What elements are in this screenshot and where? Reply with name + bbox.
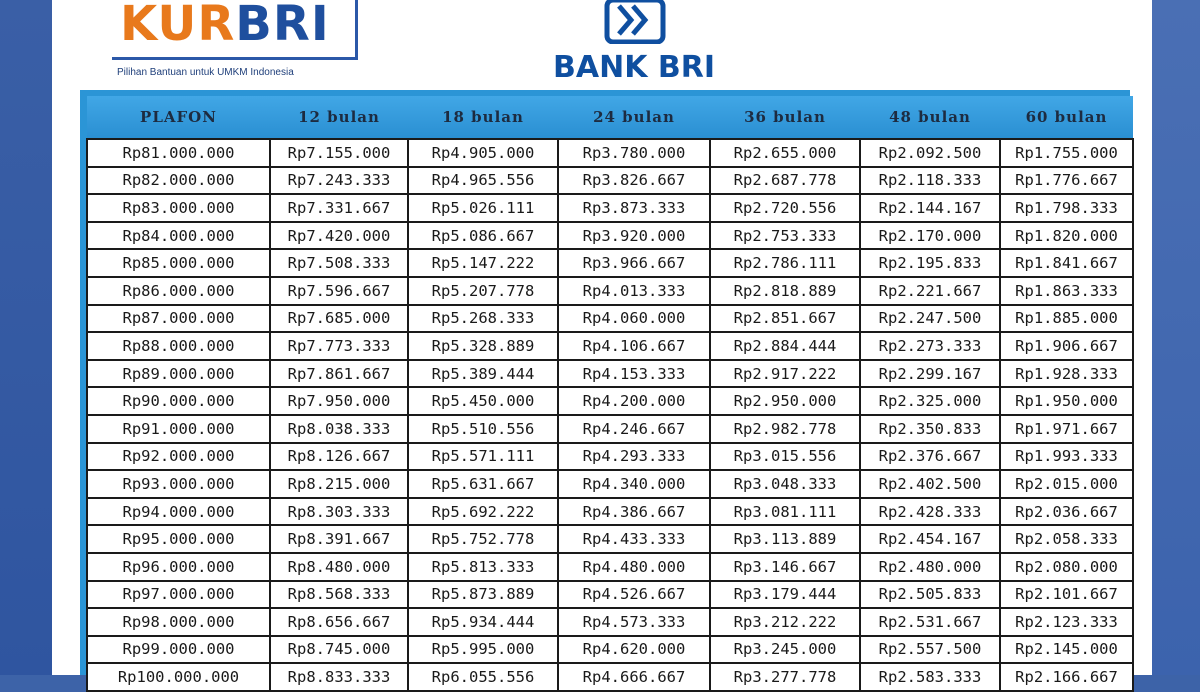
- plafon-cell: Rp91.000.000: [87, 415, 270, 443]
- installment-cell: Rp3.146.667: [710, 553, 860, 581]
- installment-cell: Rp2.166.667: [1000, 663, 1133, 691]
- table-header-row: [87, 96, 1133, 139]
- installment-cell: Rp4.620.000: [558, 636, 710, 664]
- installment-cell: Rp1.971.667: [1000, 415, 1133, 443]
- table-row: [87, 360, 1133, 388]
- installment-cell: Rp3.113.889: [710, 525, 860, 553]
- installment-cell: Rp1.755.000: [1000, 139, 1133, 167]
- table-row: [87, 498, 1133, 526]
- installment-cell: Rp4.905.000: [408, 139, 558, 167]
- kur-wordmark-part: KUR: [120, 0, 236, 52]
- installment-cell: Rp1.863.333: [1000, 277, 1133, 305]
- installment-cell: Rp2.350.833: [860, 415, 1000, 443]
- installment-cell: Rp5.510.556: [408, 415, 558, 443]
- installment-cell: Rp4.480.000: [558, 553, 710, 581]
- installment-cell: Rp2.851.667: [710, 305, 860, 333]
- plafon-cell: Rp95.000.000: [87, 525, 270, 553]
- installment-cell: Rp3.081.111: [710, 498, 860, 526]
- table-row: [87, 249, 1133, 277]
- table-row: [87, 581, 1133, 609]
- installment-table: [86, 96, 1134, 692]
- table-row: [87, 167, 1133, 195]
- installment-cell: Rp4.666.667: [558, 663, 710, 691]
- installment-cell: Rp4.060.000: [558, 305, 710, 333]
- installment-cell: Rp3.780.000: [558, 139, 710, 167]
- installment-cell: Rp5.450.000: [408, 387, 558, 415]
- installment-cell: Rp4.386.667: [558, 498, 710, 526]
- installment-cell: Rp2.557.500: [860, 636, 1000, 664]
- bank-bri-logo-icon: [603, 0, 667, 44]
- installment-cell: Rp4.573.333: [558, 608, 710, 636]
- installment-cell: Rp8.833.333: [270, 663, 408, 691]
- installment-cell: Rp2.195.833: [860, 249, 1000, 277]
- installment-cell: Rp8.568.333: [270, 581, 408, 609]
- installment-cell: Rp5.873.889: [408, 581, 558, 609]
- installment-cell: Rp5.813.333: [408, 553, 558, 581]
- plafon-cell: Rp100.000.000: [87, 663, 270, 691]
- column-header-tenor: 12 bulan: [270, 96, 408, 139]
- installment-cell: Rp8.656.667: [270, 608, 408, 636]
- installment-cell: Rp8.038.333: [270, 415, 408, 443]
- table-row: [87, 305, 1133, 333]
- installment-cell: Rp2.325.000: [860, 387, 1000, 415]
- plafon-cell: Rp87.000.000: [87, 305, 270, 333]
- installment-cell: Rp4.340.000: [558, 470, 710, 498]
- installment-cell: Rp5.995.000: [408, 636, 558, 664]
- kur-bri-wordmark: [120, 0, 330, 52]
- installment-cell: Rp1.841.667: [1000, 249, 1133, 277]
- table-row: [87, 553, 1133, 581]
- installment-cell: Rp5.571.111: [408, 443, 558, 471]
- plafon-cell: Rp85.000.000: [87, 249, 270, 277]
- installment-cell: Rp4.106.667: [558, 332, 710, 360]
- installment-cell: Rp3.179.444: [710, 581, 860, 609]
- plafon-cell: Rp90.000.000: [87, 387, 270, 415]
- table-row: [87, 663, 1133, 691]
- table-row: [87, 443, 1133, 471]
- plafon-cell: Rp89.000.000: [87, 360, 270, 388]
- installment-cell: Rp1.950.000: [1000, 387, 1133, 415]
- installment-cell: Rp2.247.500: [860, 305, 1000, 333]
- table-row: [87, 608, 1133, 636]
- bri-wordmark-part: BRI: [235, 0, 330, 52]
- installment-table-frame: [80, 90, 1130, 687]
- installment-cell: Rp1.885.000: [1000, 305, 1133, 333]
- installment-cell: Rp7.950.000: [270, 387, 408, 415]
- column-header-tenor: 36 bulan: [710, 96, 860, 139]
- installment-cell: Rp2.221.667: [860, 277, 1000, 305]
- installment-cell: Rp8.745.000: [270, 636, 408, 664]
- installment-cell: Rp2.917.222: [710, 360, 860, 388]
- installment-cell: Rp2.376.667: [860, 443, 1000, 471]
- installment-cell: Rp2.080.000: [1000, 553, 1133, 581]
- installment-cell: Rp8.480.000: [270, 553, 408, 581]
- installment-cell: Rp3.015.556: [710, 443, 860, 471]
- installment-cell: Rp5.026.111: [408, 194, 558, 222]
- installment-cell: Rp7.155.000: [270, 139, 408, 167]
- installment-cell: Rp7.243.333: [270, 167, 408, 195]
- installment-cell: Rp2.058.333: [1000, 525, 1133, 553]
- installment-cell: Rp2.123.333: [1000, 608, 1133, 636]
- installment-cell: Rp2.687.778: [710, 167, 860, 195]
- installment-cell: Rp2.786.111: [710, 249, 860, 277]
- installment-cell: Rp2.655.000: [710, 139, 860, 167]
- installment-cell: Rp2.428.333: [860, 498, 1000, 526]
- installment-cell: Rp2.145.000: [1000, 636, 1133, 664]
- installment-cell: Rp1.820.000: [1000, 222, 1133, 250]
- installment-cell: Rp5.934.444: [408, 608, 558, 636]
- plafon-cell: Rp94.000.000: [87, 498, 270, 526]
- column-header-tenor: 48 bulan: [860, 96, 1000, 139]
- installment-cell: Rp2.101.667: [1000, 581, 1133, 609]
- installment-cell: Rp4.965.556: [408, 167, 558, 195]
- installment-cell: Rp2.454.167: [860, 525, 1000, 553]
- plafon-cell: Rp96.000.000: [87, 553, 270, 581]
- installment-cell: Rp5.389.444: [408, 360, 558, 388]
- installment-cell: Rp3.245.000: [710, 636, 860, 664]
- plafon-cell: Rp82.000.000: [87, 167, 270, 195]
- table-row: [87, 387, 1133, 415]
- installment-cell: Rp3.277.778: [710, 663, 860, 691]
- installment-cell: Rp2.092.500: [860, 139, 1000, 167]
- column-header-plafon: PLAFON: [87, 96, 270, 139]
- installment-cell: Rp2.753.333: [710, 222, 860, 250]
- installment-cell: Rp2.884.444: [710, 332, 860, 360]
- installment-cell: Rp4.293.333: [558, 443, 710, 471]
- installment-cell: Rp2.402.500: [860, 470, 1000, 498]
- installment-cell: Rp4.200.000: [558, 387, 710, 415]
- column-header-tenor: 18 bulan: [408, 96, 558, 139]
- kur-tagline: Pilihan Bantuan untuk UMKM Indonesia: [117, 67, 294, 78]
- installment-cell: Rp3.826.667: [558, 167, 710, 195]
- installment-cell: Rp8.391.667: [270, 525, 408, 553]
- installment-cell: Rp7.596.667: [270, 277, 408, 305]
- installment-cell: Rp3.212.222: [710, 608, 860, 636]
- installment-cell: Rp1.776.667: [1000, 167, 1133, 195]
- kur-bri-logo: [112, 0, 358, 60]
- installment-cell: Rp2.036.667: [1000, 498, 1133, 526]
- plafon-cell: Rp86.000.000: [87, 277, 270, 305]
- installment-cell: Rp2.720.556: [710, 194, 860, 222]
- installment-cell: Rp3.048.333: [710, 470, 860, 498]
- installment-cell: Rp2.144.167: [860, 194, 1000, 222]
- table-row: [87, 415, 1133, 443]
- installment-cell: Rp4.526.667: [558, 581, 710, 609]
- installment-cell: Rp3.920.000: [558, 222, 710, 250]
- plafon-cell: Rp88.000.000: [87, 332, 270, 360]
- installment-cell: Rp2.505.833: [860, 581, 1000, 609]
- installment-cell: Rp8.215.000: [270, 470, 408, 498]
- plafon-cell: Rp81.000.000: [87, 139, 270, 167]
- installment-cell: Rp3.873.333: [558, 194, 710, 222]
- installment-cell: Rp7.773.333: [270, 332, 408, 360]
- table-row: [87, 194, 1133, 222]
- installment-cell: Rp5.328.889: [408, 332, 558, 360]
- table-row: [87, 636, 1133, 664]
- installment-cell: Rp5.268.333: [408, 305, 558, 333]
- installment-cell: Rp2.299.167: [860, 360, 1000, 388]
- table-row: [87, 332, 1133, 360]
- plafon-cell: Rp92.000.000: [87, 443, 270, 471]
- column-header-tenor: 60 bulan: [1000, 96, 1133, 139]
- installment-cell: Rp2.583.333: [860, 663, 1000, 691]
- installment-cell: Rp7.508.333: [270, 249, 408, 277]
- plafon-cell: Rp98.000.000: [87, 608, 270, 636]
- installment-cell: Rp2.531.667: [860, 608, 1000, 636]
- table-row: [87, 470, 1133, 498]
- installment-cell: Rp2.273.333: [860, 332, 1000, 360]
- installment-cell: Rp1.928.333: [1000, 360, 1133, 388]
- installment-cell: Rp2.982.778: [710, 415, 860, 443]
- installment-cell: Rp5.086.667: [408, 222, 558, 250]
- table-row: [87, 139, 1133, 167]
- installment-cell: Rp5.692.222: [408, 498, 558, 526]
- installment-cell: Rp8.126.667: [270, 443, 408, 471]
- plafon-cell: Rp99.000.000: [87, 636, 270, 664]
- table-row: [87, 277, 1133, 305]
- installment-cell: Rp1.798.333: [1000, 194, 1133, 222]
- installment-cell: Rp2.170.000: [860, 222, 1000, 250]
- installment-cell: Rp7.861.667: [270, 360, 408, 388]
- installment-cell: Rp7.685.000: [270, 305, 408, 333]
- table-body: [87, 139, 1133, 691]
- installment-cell: Rp4.013.333: [558, 277, 710, 305]
- installment-cell: Rp6.055.556: [408, 663, 558, 691]
- installment-cell: Rp2.950.000: [710, 387, 860, 415]
- installment-cell: Rp1.993.333: [1000, 443, 1133, 471]
- installment-cell: Rp5.147.222: [408, 249, 558, 277]
- background-left: [0, 0, 52, 675]
- bank-bri-name: BANK BRI: [553, 50, 716, 85]
- installment-cell: Rp4.433.333: [558, 525, 710, 553]
- installment-cell: Rp7.331.667: [270, 194, 408, 222]
- column-header-tenor: 24 bulan: [558, 96, 710, 139]
- installment-cell: Rp1.906.667: [1000, 332, 1133, 360]
- table-row: [87, 525, 1133, 553]
- plafon-cell: Rp97.000.000: [87, 581, 270, 609]
- plafon-cell: Rp83.000.000: [87, 194, 270, 222]
- plafon-cell: Rp93.000.000: [87, 470, 270, 498]
- installment-cell: Rp5.207.778: [408, 277, 558, 305]
- installment-cell: Rp7.420.000: [270, 222, 408, 250]
- installment-cell: Rp4.153.333: [558, 360, 710, 388]
- installment-cell: Rp2.480.000: [860, 553, 1000, 581]
- installment-cell: Rp2.118.333: [860, 167, 1000, 195]
- installment-cell: Rp2.818.889: [710, 277, 860, 305]
- plafon-cell: Rp84.000.000: [87, 222, 270, 250]
- background-right: [1152, 0, 1200, 675]
- installment-cell: Rp4.246.667: [558, 415, 710, 443]
- installment-cell: Rp5.631.667: [408, 470, 558, 498]
- installment-cell: Rp8.303.333: [270, 498, 408, 526]
- installment-cell: Rp3.966.667: [558, 249, 710, 277]
- table-row: [87, 222, 1133, 250]
- installment-cell: Rp5.752.778: [408, 525, 558, 553]
- installment-cell: Rp2.015.000: [1000, 470, 1133, 498]
